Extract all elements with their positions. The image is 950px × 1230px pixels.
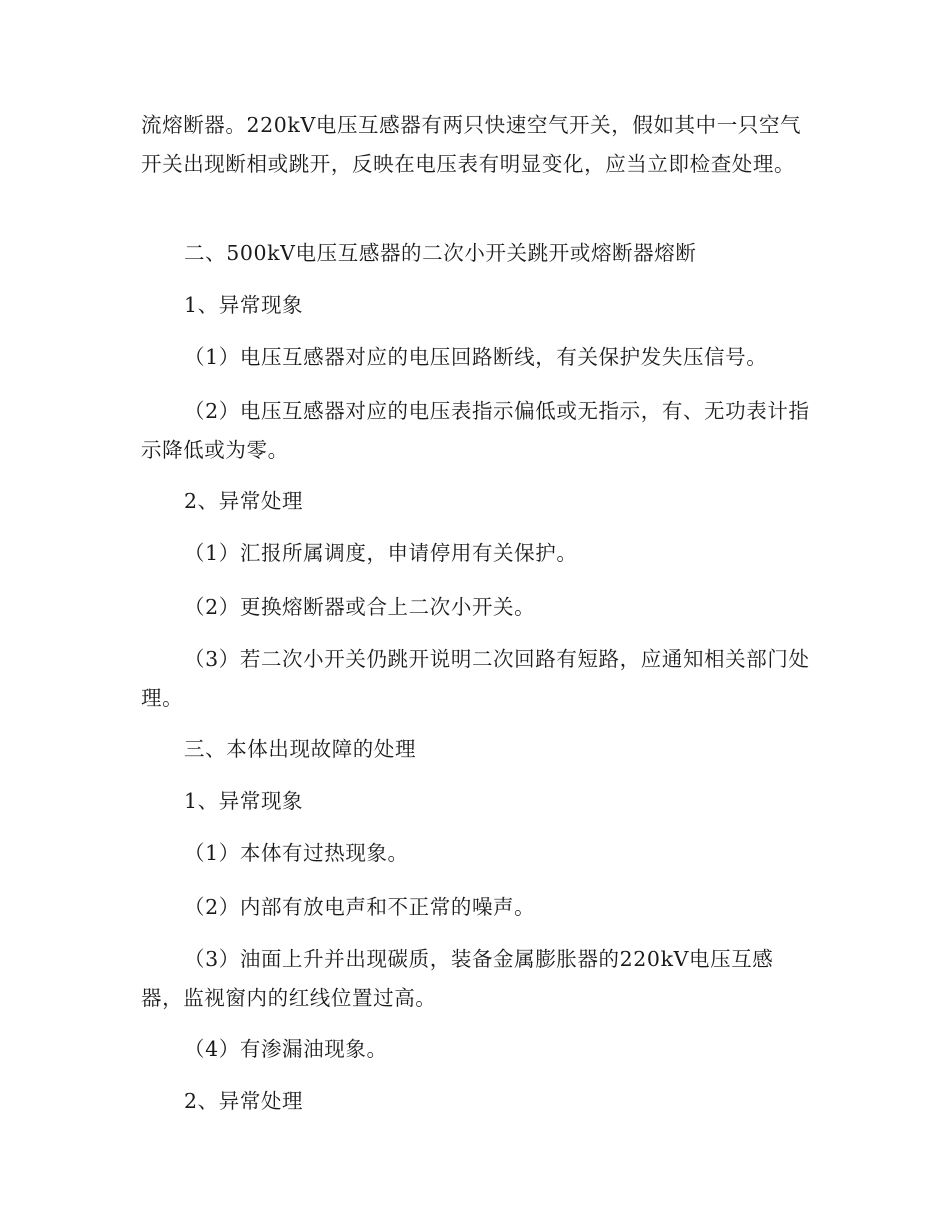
list-item: （2）电压互感器对应的电压表指示偏低或无指示，有、无功表计指示降低或为零。	[141, 399, 810, 462]
subheading-abnormal-phenomena: 1、异常现象	[184, 293, 304, 317]
list-item: （1）汇报所属调度，申请停用有关保护。	[184, 541, 578, 565]
list-item: （4）有渗漏油现象。	[184, 1037, 388, 1061]
list-item: （2）内部有放电声和不正常的噪声。	[184, 895, 536, 919]
list-item: （3）油面上升并出现碳质，装备金属膨胀器的220kV电压互感器，监视窗内的红线位置过高。	[141, 947, 774, 1010]
list-item: （2）更换熔断器或合上二次小开关。	[184, 595, 536, 619]
section-heading-3: 三、本体出现故障的处理	[184, 737, 417, 761]
subheading-abnormal-handling: 2、异常处理	[184, 489, 304, 513]
subheading-abnormal-handling: 2、异常处理	[184, 1089, 304, 1113]
list-item: （3）若二次小开关仍跳开说明二次回路有短路，应通知相关部门处理。	[141, 647, 810, 710]
paragraph-continuation: 流熔断器。220kV电压互感器有两只快速空气开关，假如其中一只空气开关出现断相或跳开，反映在电压表有明显变化，应当立即检查处理。	[141, 113, 802, 176]
list-item: （1）本体有过热现象。	[184, 841, 409, 865]
subheading-abnormal-phenomena: 1、异常现象	[184, 789, 304, 813]
section-heading-2: 二、500kV电压互感器的二次小开关跳开或熔断器熔断	[184, 241, 697, 265]
list-item: （1）电压互感器对应的电压回路断线，有关保护发失压信号。	[184, 345, 768, 369]
